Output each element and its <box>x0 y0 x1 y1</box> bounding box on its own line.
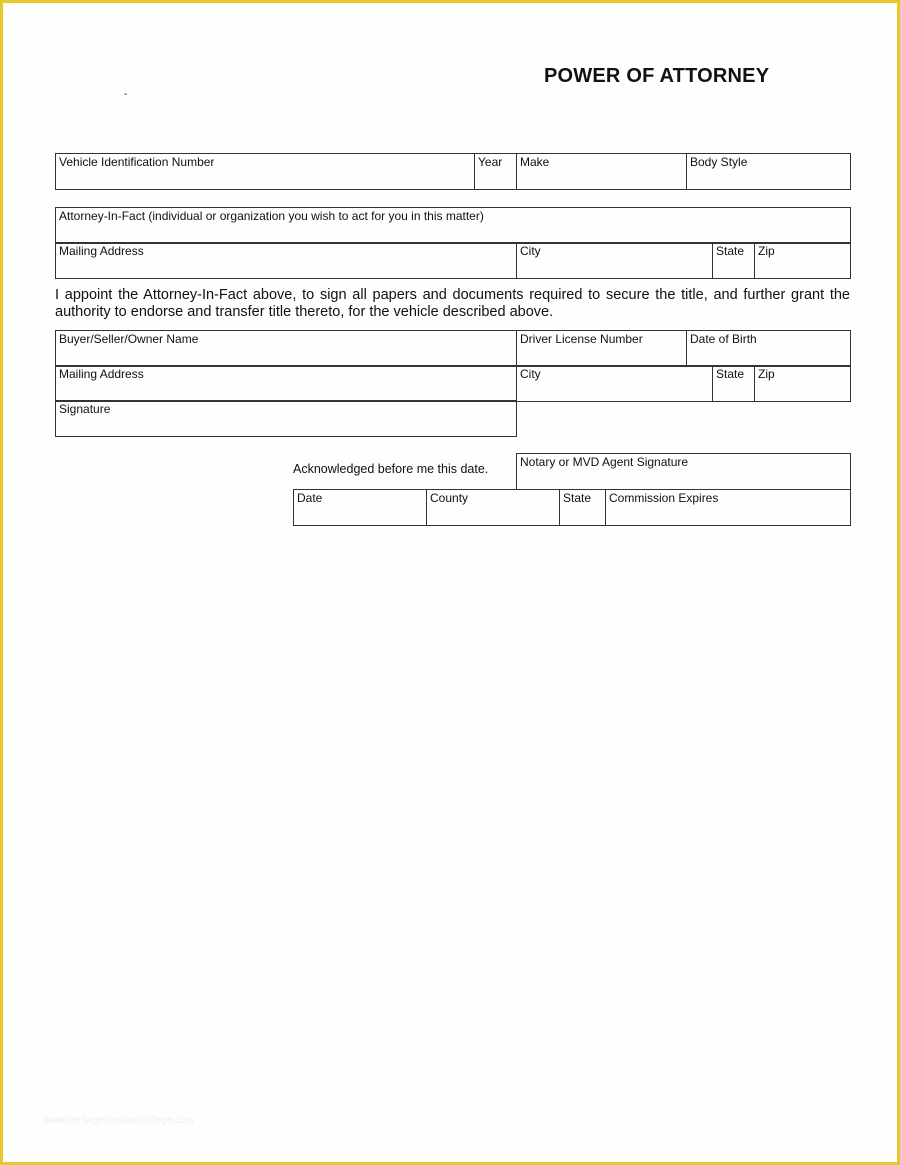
attorney-city-field[interactable] <box>516 242 713 279</box>
commission-expires-label: Commission Expires <box>609 491 719 505</box>
owner-mailing-address-field[interactable] <box>55 365 517 402</box>
notary-state-field[interactable] <box>559 489 606 526</box>
notary-date-label: Date <box>297 491 323 505</box>
owner-name-label: Buyer/Seller/Owner Name <box>59 332 199 346</box>
watermark: www.heritagechristiancollege.com <box>43 1115 194 1126</box>
make-label: Make <box>520 155 550 169</box>
attorney-mailing-address-label: Mailing Address <box>59 244 144 258</box>
year-field[interactable] <box>474 153 517 190</box>
attorney-mailing-address-field[interactable] <box>55 242 517 279</box>
appointment-statement: I appoint the Attorney-In-Fact above, to sign all papers and documents required to secure the title, and further grant the authority to endorse and transfer title thereto, for the vehicle described above. <box>55 287 850 320</box>
make-field[interactable] <box>516 153 687 190</box>
vin-field[interactable] <box>55 153 475 190</box>
notary-date-field[interactable] <box>293 489 427 526</box>
driver-license-field[interactable] <box>516 330 687 367</box>
attorney-in-fact-label: Attorney-In-Fact (individual or organization you wish to act for you in this matter) <box>59 209 484 223</box>
notary-signature-field[interactable] <box>516 453 851 490</box>
owner-mailing-address-label: Mailing Address <box>59 367 144 381</box>
owner-state-field[interactable] <box>712 365 755 402</box>
attorney-state-label: State <box>716 244 745 258</box>
attorney-zip-label: Zip <box>758 244 775 258</box>
owner-city-field[interactable] <box>516 365 713 402</box>
date-of-birth-field[interactable] <box>686 330 851 367</box>
attorney-state-field[interactable] <box>712 242 755 279</box>
stray-mark: - <box>124 89 128 100</box>
year-label: Year <box>478 155 503 169</box>
body-style-field[interactable] <box>686 153 851 190</box>
owner-signature-field[interactable] <box>55 400 517 437</box>
owner-zip-field[interactable] <box>754 365 851 402</box>
attorney-city-label: City <box>520 244 541 258</box>
body-style-label: Body Style <box>690 155 748 169</box>
notary-county-field[interactable] <box>426 489 560 526</box>
owner-zip-label: Zip <box>758 367 775 381</box>
page-title: POWER OF ATTORNEY <box>544 65 770 87</box>
owner-signature-label: Signature <box>59 402 111 416</box>
acknowledgement-text: Acknowledged before me this date. <box>293 462 489 476</box>
notary-county-label: County <box>430 491 469 505</box>
notary-state-label: State <box>563 491 592 505</box>
owner-state-label: State <box>716 367 745 381</box>
notary-signature-label: Notary or MVD Agent Signature <box>520 455 689 469</box>
vin-label: Vehicle Identification Number <box>59 155 215 169</box>
owner-city-label: City <box>520 367 541 381</box>
driver-license-label: Driver License Number <box>520 332 643 346</box>
date-of-birth-label: Date of Birth <box>690 332 757 346</box>
attorney-zip-field[interactable] <box>754 242 851 279</box>
attorney-in-fact-field[interactable] <box>55 207 851 244</box>
commission-expires-field[interactable] <box>605 489 851 526</box>
owner-name-field[interactable] <box>55 330 517 367</box>
